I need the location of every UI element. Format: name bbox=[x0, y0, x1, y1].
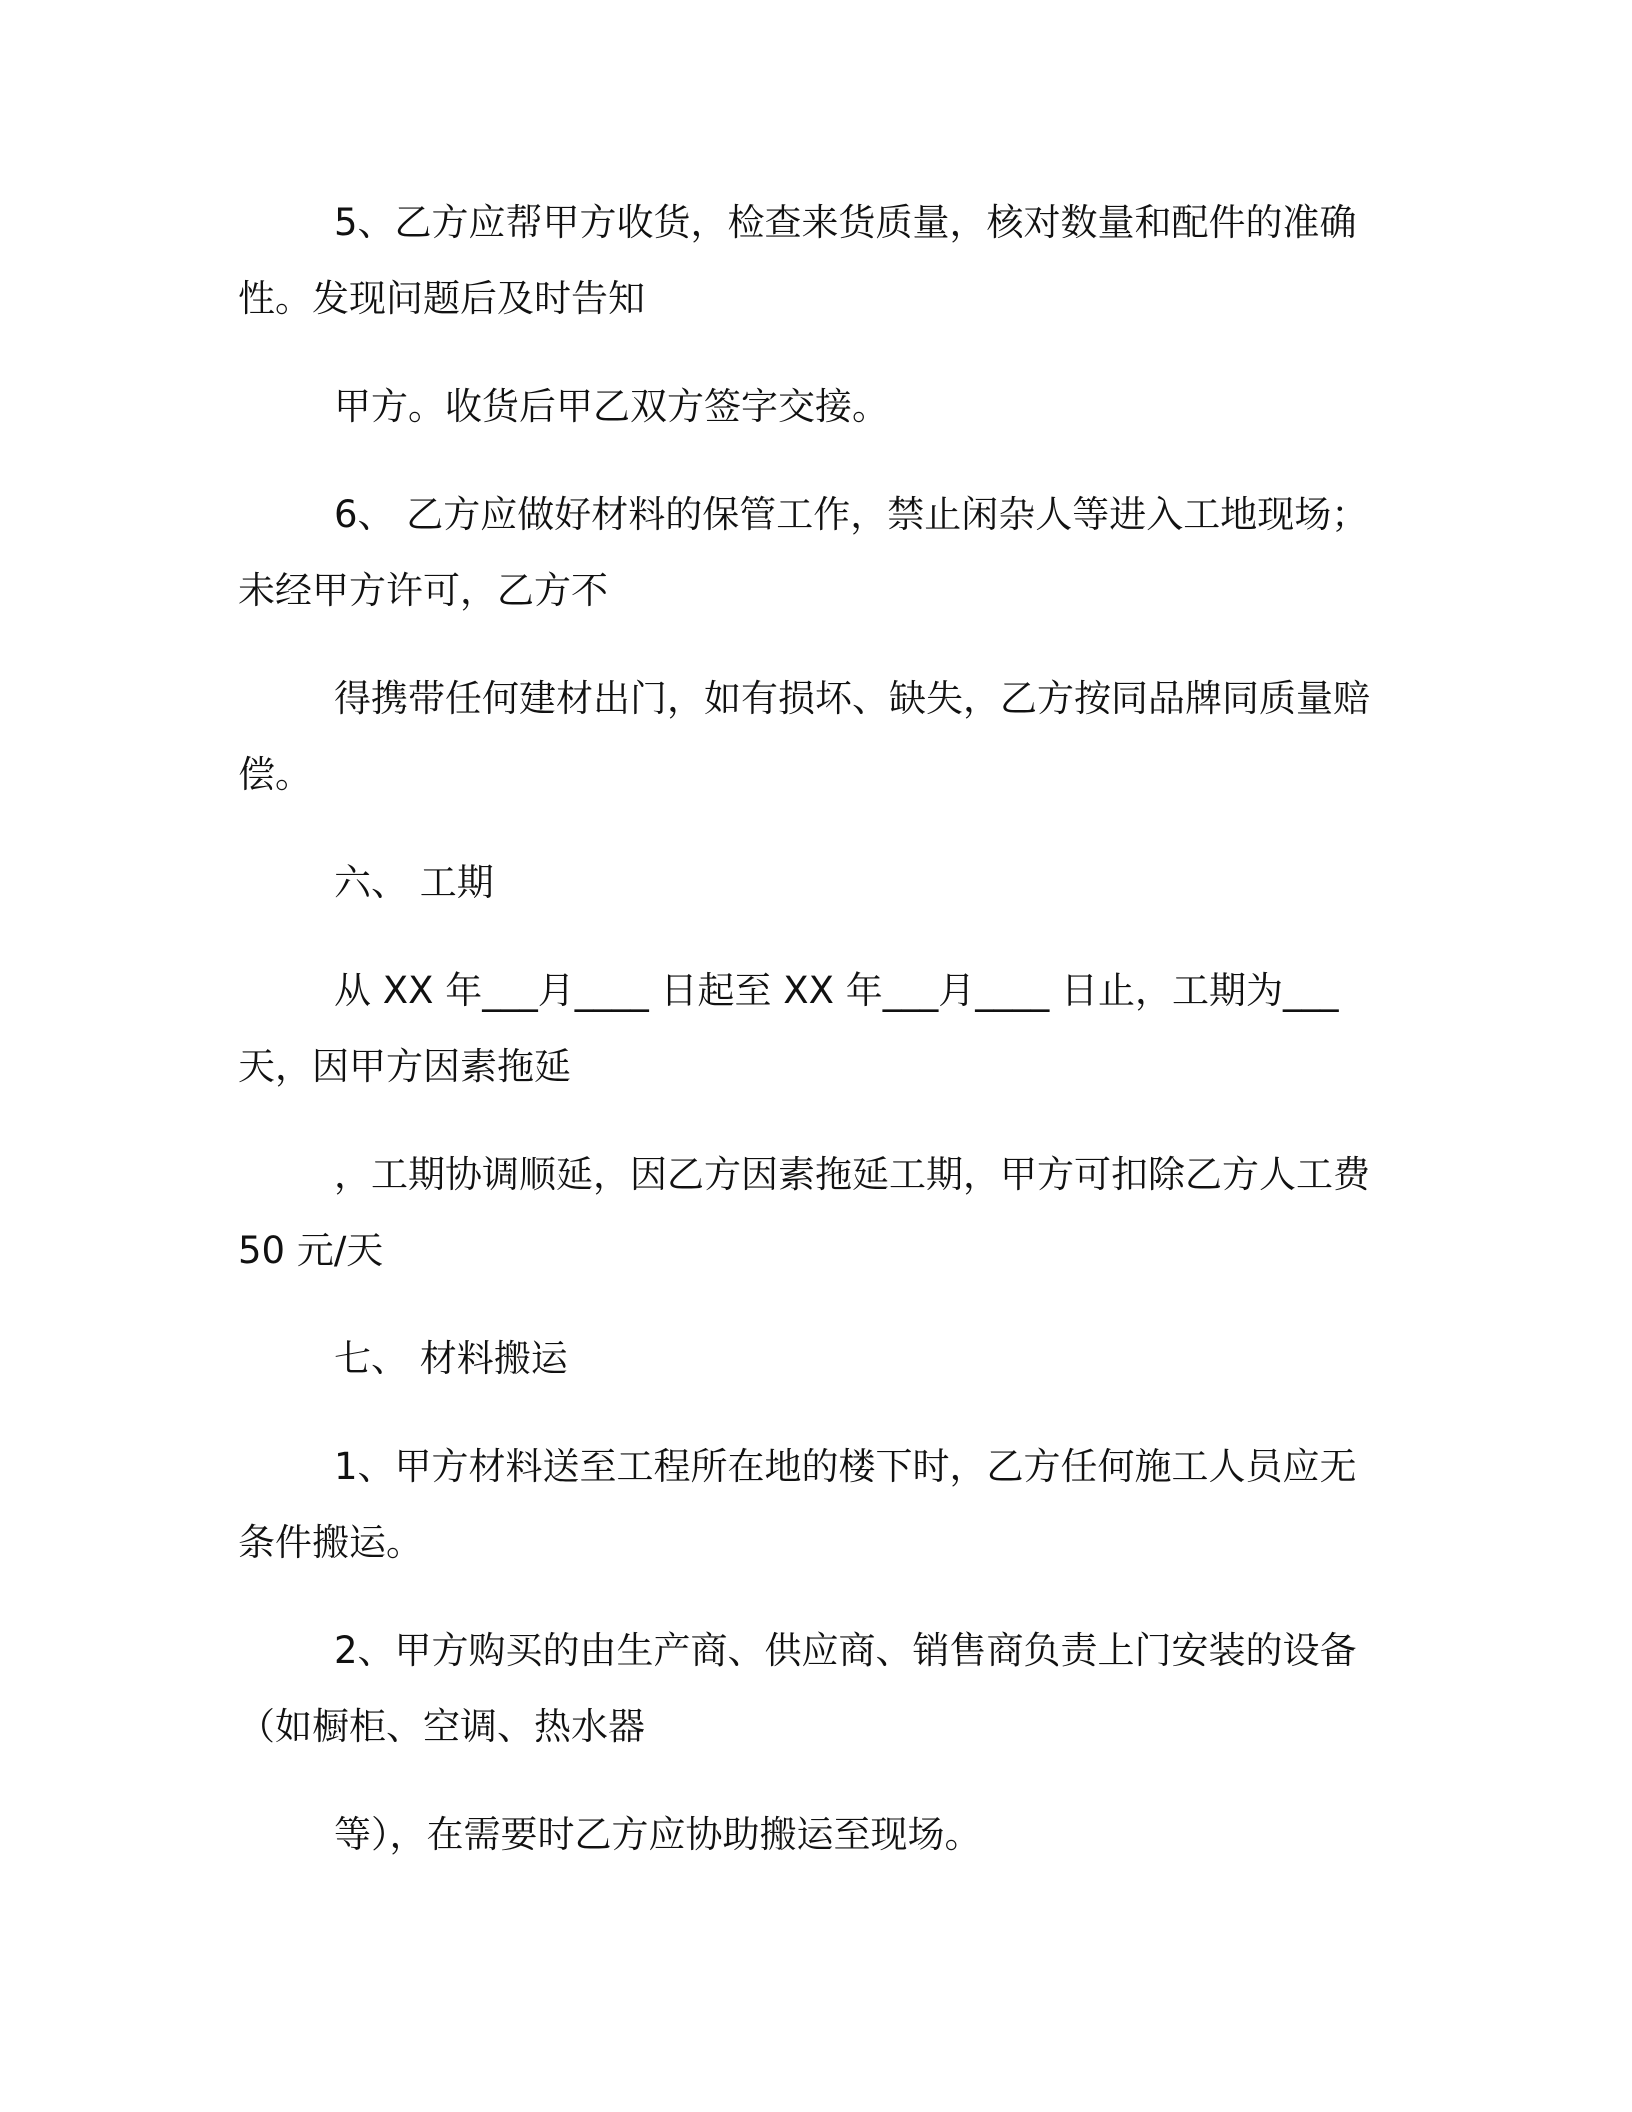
section-heading-construction-period: 六、 工期 bbox=[334, 861, 494, 904]
paragraph-item-6-storage: 6、 乙方应做好材料的保管工作，禁止闲杂人等进入工地现场；未经甲方许可，乙方不 bbox=[238, 493, 1369, 612]
paragraph-storage-continued: 得携带任何建材出门，如有损坏、缺失，乙方按同品牌同质量赔偿。 bbox=[238, 677, 1370, 796]
paragraph-receive-goods-continued: 甲方。收货后甲乙双方签字交接。 bbox=[334, 385, 889, 428]
document-body bbox=[238, 185, 1388, 1905]
paragraph-item-5-receive-goods: 5、乙方应帮甲方收货，检查来货质量，核对数量和配件的准确性。发现问题后及时告知 bbox=[238, 201, 1357, 320]
section-heading-material-handling: 七、 材料搬运 bbox=[334, 1337, 568, 1380]
paragraph-construction-period: 从 XX 年___月____ 日起至 XX 年___月____ 日止，工期为___天，因甲方因素拖延 bbox=[238, 969, 1339, 1088]
paragraph-construction-period-continued: ，工期协调顺延，因乙方因素拖延工期，甲方可扣除乙方人工费 50 元/天 bbox=[238, 1153, 1370, 1272]
paragraph-item-1-material-handling: 1、甲方材料送至工程所在地的楼下时，乙方任何施工人员应无条件搬运。 bbox=[238, 1445, 1357, 1564]
paragraph-item-2-equipment-handling: 2、甲方购买的由生产商、供应商、销售商负责上门安装的设备（如橱柜、空调、热水器 bbox=[238, 1629, 1357, 1748]
paragraph-equipment-handling-continued: 等），在需要时乙方应协助搬运至现场。 bbox=[334, 1813, 982, 1856]
